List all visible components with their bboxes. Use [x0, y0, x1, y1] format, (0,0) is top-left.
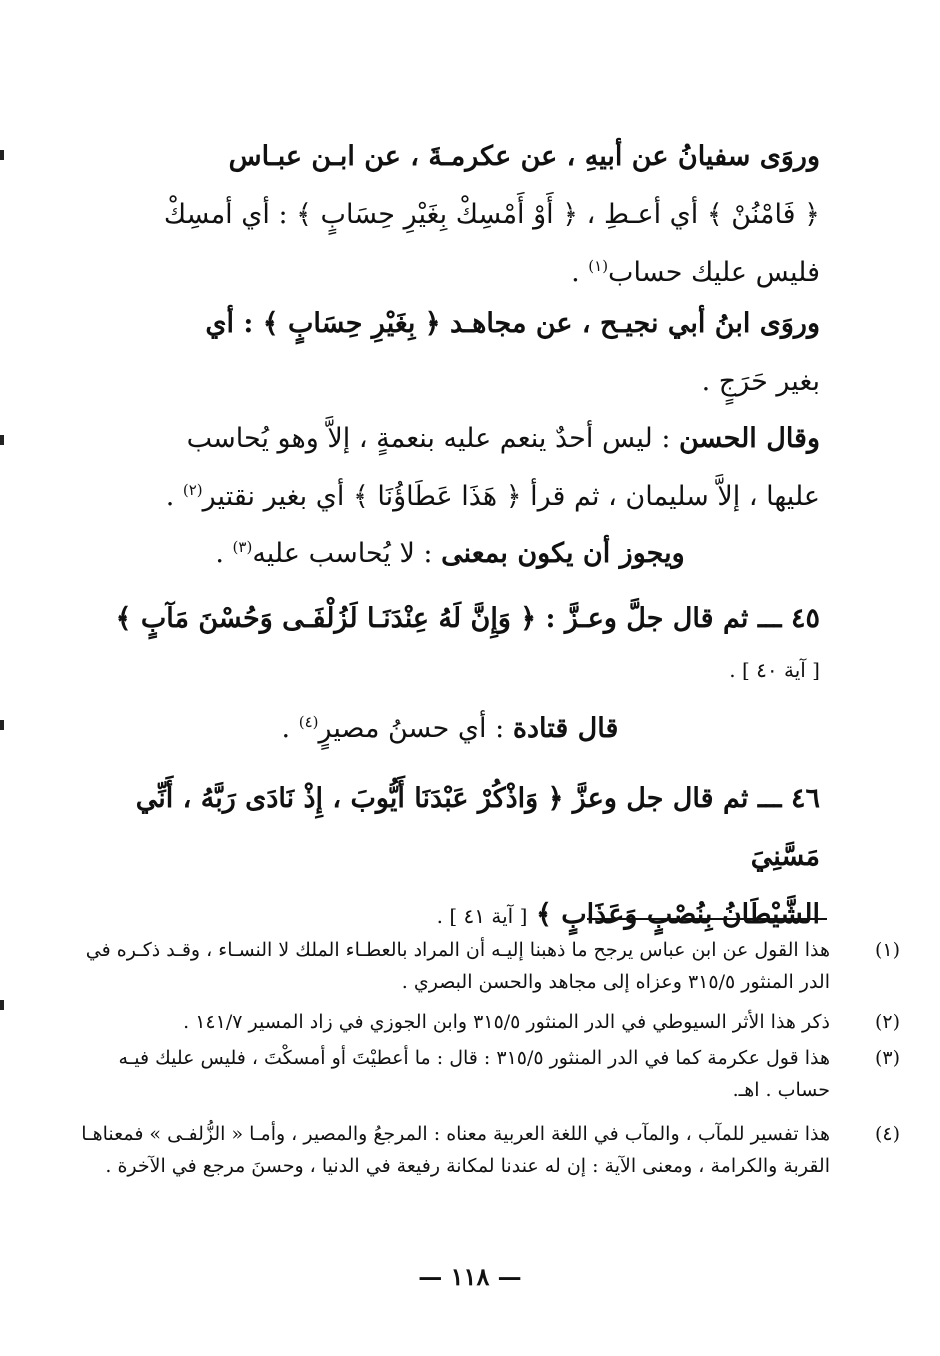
paragraph-line: وروَى ابنُ أبي نجيـح ، عن مجاهـد ﴿ بِغَيْرِ حِسَابٍ ﴾ : أي	[205, 308, 820, 339]
paragraph-ibn-abbas	[80, 128, 820, 302]
paragraph-text: عليها ، إلاَّ سليمان ، ثم قرأ ﴿ هَذَا عَطَاؤُنَا ﴾ أي بغير نقتير	[202, 481, 820, 512]
verse-text: ثم قال جل وعزَّ ﴿ وَاذْكُرْ عَبْدَنَا أَيُّوبَ ، إِذْ نَادَى رَبَّهُ ، أَنِّي مَسَّنِيَ	[135, 783, 820, 872]
footnote-ref: (٤)	[298, 713, 319, 731]
verse-line	[80, 590, 820, 648]
margin-mark	[0, 150, 4, 160]
verse-reference: [ آية ٤٠ ] .	[729, 658, 820, 682]
page-number: — ١١٨ —	[418, 1262, 522, 1291]
verse-number: ٤٦ ـــ	[757, 783, 820, 814]
footnote-line: حساب . اهـ.	[732, 1079, 830, 1101]
margin-mark	[0, 435, 4, 445]
paragraph-line: ﴿ فَامْنُنْ ﴾ أي أعـطِ ، ﴿ أَوْ أَمْسِكْ بِغَيْرِ حِسَابٍ ﴾ : أي أمسِكْ	[163, 199, 820, 230]
margin-mark	[0, 720, 4, 730]
verse-45	[80, 590, 820, 692]
footnote-number: (٣)	[874, 1047, 900, 1069]
footnote-line: هذا قول عكرمة كما في الدر المنثور ٣١٥/٥ : قال : ما أعطيْتَ أو أمسكْتَ ، فليس عليك فيـه	[118, 1047, 830, 1069]
paragraph-line	[80, 410, 820, 468]
paragraph-line	[80, 700, 820, 758]
footnote-number: (٢)	[874, 1011, 900, 1033]
footnote-line: الدر المنثور ٣١٥/٥ وعزاه إلى مجاهد والحسن البصري .	[401, 971, 830, 993]
verse-text: الشَّيْطَانُ بِنُصْبٍ وَعَذَابٍ ﴾	[535, 899, 820, 930]
footnote-ref: (١)	[588, 257, 609, 275]
footnote-1	[70, 934, 900, 998]
paragraph-end: .	[281, 713, 299, 744]
footnote-ref: (٢)	[182, 481, 203, 499]
paragraph-text: : أي حسنُ مصيرٍ	[318, 713, 513, 744]
footnote-line: القربة والكرامة ، ومعنى الآية : إن له عندنا لمكانة رفيعة في الدنيا ، وحسنَ مرجع في الآخرة .	[105, 1155, 830, 1177]
paragraph-end: .	[215, 538, 233, 569]
paragraph-text: : ليس أحدٌ ينعم عليه بنعمةٍ ، إلاَّ وهو يُحاسب	[186, 423, 679, 454]
paragraph-lead: ويجوز أن يكون بمعنى	[441, 538, 685, 569]
paragraph-end: .	[165, 481, 183, 512]
verse-reference: [ آية ٤١ ] .	[436, 904, 528, 928]
speaker-name: قال قتادة	[512, 713, 619, 744]
verse-text: ثم قال جلَّ وعـزَّ : ﴿ وَإِنَّ لَهُ عِنْدَنَـا لَزُلْفَـى وَحُسْنَ مَآبٍ ﴾	[115, 603, 749, 634]
footnote-ref: (٣)	[232, 538, 253, 556]
footnote-2	[70, 1006, 900, 1038]
footnote-3	[70, 1042, 900, 1106]
footnote-separator	[587, 918, 827, 920]
paragraph-line	[80, 244, 820, 302]
paragraph-line	[80, 468, 820, 526]
verse-number: ٤٥ ـــ	[757, 603, 820, 634]
paragraph-line: بغير حَرَجٍ .	[701, 366, 820, 397]
footnote-line: هذا تفسير للمآب ، والمآب في اللغة العربية معناه : المرجعُ والمصير ، وأمـا « الزُّلفـى » فمعناهـا	[81, 1123, 830, 1145]
speaker-name: وقال الحسن	[679, 423, 820, 454]
paragraph-text: : لا يُحاسب عليه	[252, 538, 442, 569]
footnote-number: (١)	[874, 939, 900, 961]
paragraph-qatada	[80, 700, 820, 758]
paragraph-text: فليس عليك حساب	[608, 257, 820, 288]
paragraph-meaning	[80, 525, 820, 583]
footnote-line: ذكر هذا الأثر السيوطي في الدر المنثور ٣١٥/٥ وابن الجوزي في زاد المسير ١٤١/٧ .	[183, 1011, 830, 1033]
verse-line	[80, 770, 820, 886]
paragraph-mujahid	[80, 295, 820, 411]
paragraph-line: وروَى سفيانُ عن أبيهِ ، عن عكرمـةَ ، عن ابـن عبـاس	[228, 141, 820, 172]
footnote-number: (٤)	[874, 1123, 900, 1145]
margin-mark	[0, 1000, 4, 1010]
paragraph-end: .	[571, 257, 589, 288]
footnote-line: هذا القول عن ابن عباس يرجح ما ذهبنا إليـه أن المراد بالعطـاء الملك لا النسـاء ، وقـد ذكـره في	[85, 939, 830, 961]
paragraph-line	[80, 525, 820, 583]
paragraph-hasan	[80, 410, 820, 526]
footnote-4	[70, 1118, 900, 1182]
